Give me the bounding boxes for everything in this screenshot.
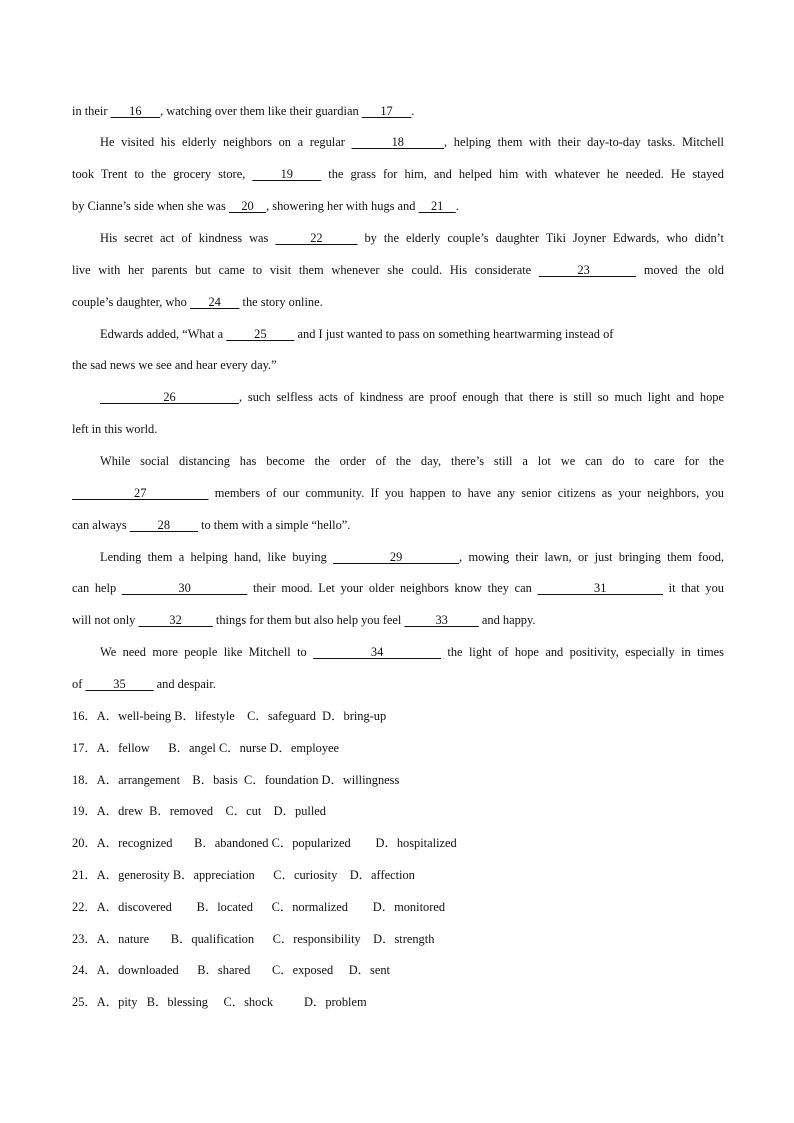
passage-text: , helping them with their day-to-day tasks. Mitchell [444, 135, 724, 149]
cloze-blank: 18 [351, 135, 444, 149]
passage-text: He visited his elderly neighbors on a regular [100, 135, 352, 149]
cloze-blank: 20 [228, 199, 267, 213]
cloze-blank: 23 [538, 263, 637, 277]
passage-text: and I just wanted to pass on something heartwarming instead of [294, 327, 614, 341]
passage-text: it that you [662, 581, 724, 595]
cloze-blank: 22 [275, 231, 358, 245]
passage-line [72, 102, 724, 120]
passage-text: will not only [72, 613, 139, 627]
cloze-blank: 35 [85, 677, 154, 691]
option-row: 24．A．downloaded B．shared C．exposed D．sent [72, 963, 390, 978]
passage-line [100, 452, 724, 470]
passage-text: , watching over them like their guardian [160, 104, 362, 118]
passage-text: their mood. Let your older neighbors know they can [247, 581, 538, 595]
passage-text: the sad news we see and hear every day.” [72, 358, 277, 372]
option-row: 20．A．recognized B．abandoned C．popularized D．hospitalized [72, 836, 457, 851]
passage-text: the story online. [239, 295, 323, 309]
passage-text: couple’s daughter, who [72, 295, 190, 309]
passage-line [100, 548, 724, 566]
cloze-blank: 33 [404, 613, 479, 627]
passage-line [72, 197, 724, 215]
passage-text: moved the old [636, 263, 724, 277]
passage-text: Lending them a helping hand, like buying [100, 550, 334, 564]
passage-line [100, 643, 724, 661]
passage-text: can always [72, 518, 130, 532]
passage-line [72, 516, 724, 534]
cloze-blank: 24 [189, 295, 240, 309]
passage-line [72, 165, 724, 183]
passage-text: live with her parents but came to visit them whenever she could. His considerate [72, 263, 539, 277]
cloze-blank: 32 [138, 613, 213, 627]
passage-text: . [411, 104, 415, 118]
passage-line [100, 133, 724, 151]
cloze-blank: 28 [129, 518, 198, 532]
passage-line [72, 356, 724, 374]
passage-text: took Trent to the grocery store, [72, 167, 253, 181]
cloze-blank: 30 [121, 581, 248, 595]
passage-text: by Cianne’s side when she was [72, 199, 229, 213]
passage-text: While social distancing has become the order of the day, there’s still a lot we can do to care for the [100, 454, 724, 468]
passage-line [100, 388, 724, 406]
cloze-blank: 26 [100, 390, 240, 404]
passage-text: things for them but also help you feel [212, 613, 405, 627]
passage-text: left in this world. [72, 422, 158, 436]
passage-line [72, 579, 724, 597]
option-row: 18．A．arrangement B．basis C．foundation D．willingness [72, 772, 400, 787]
cloze-blank: 25 [226, 327, 295, 341]
cloze-blank: 16 [110, 104, 161, 118]
cloze-blank: 29 [333, 550, 460, 564]
passage-text: Edwards added, “What a [100, 327, 227, 341]
passage-text: and despair. [153, 677, 216, 691]
cloze-blank: 34 [313, 645, 441, 659]
passage-text: the light of hope and positivity, especially in times [441, 645, 724, 659]
option-row: 22．A．discovered B．located C．normalized D．monitored [72, 899, 446, 914]
passage-text: and happy. [478, 613, 536, 627]
passage-text: , mowing their lawn, or just bringing them food, [459, 550, 724, 564]
passage-line [72, 675, 724, 693]
passage-text: by the elderly couple’s daughter Tiki Joyner Edwards, who didn’t [357, 231, 725, 245]
passage-line [72, 611, 724, 629]
passage-text: His secret act of kindness was [100, 231, 276, 245]
cloze-blank: 21 [418, 199, 456, 213]
passage-text: in their [72, 104, 111, 118]
passage-text: , such selfless acts of kindness are proof enough that there is still so much light and hope [239, 390, 724, 404]
option-row: 25．A．pity B．blessing C．shock D．problem [72, 995, 367, 1010]
cloze-blank: 19 [252, 167, 322, 181]
option-row: 16．A．well-being B．lifestyle C．safeguard D．bring-up [72, 709, 387, 723]
option-row: 23．A．nature B．qualification C．responsibility D．strength [72, 931, 435, 946]
passage-line [72, 261, 724, 279]
cloze-blank: 17 [361, 104, 412, 118]
passage-text: , showering her with hugs and [266, 199, 419, 213]
cloze-blank: 31 [537, 581, 663, 595]
passage-text: can help [72, 581, 122, 595]
passage-text: . [455, 199, 459, 213]
passage-line [72, 420, 724, 438]
passage-line [100, 325, 724, 343]
passage-text: We need more people like Mitchell to [100, 645, 314, 659]
passage-line [72, 484, 724, 502]
passage-text: of [72, 677, 86, 691]
option-row: 21．A．generosity B．appreciation C．curiosity D．affection [72, 868, 415, 882]
passage-text: members of our community. If you happen to have any senior citizens as your neighbors, you [208, 486, 724, 500]
passage-text: to them with a simple “hello”. [197, 518, 351, 532]
option-row: 19．A．drew B．removed C．cut D．pulled [72, 804, 326, 819]
passage-text: the grass for him, and helped him with whatever he needed. He stayed [321, 167, 724, 181]
passage-line [72, 293, 724, 311]
cloze-blank: 27 [72, 486, 209, 500]
option-row: 17．A．fellow B．angel C．nurse D．employee [72, 740, 340, 755]
passage-line [100, 229, 724, 247]
